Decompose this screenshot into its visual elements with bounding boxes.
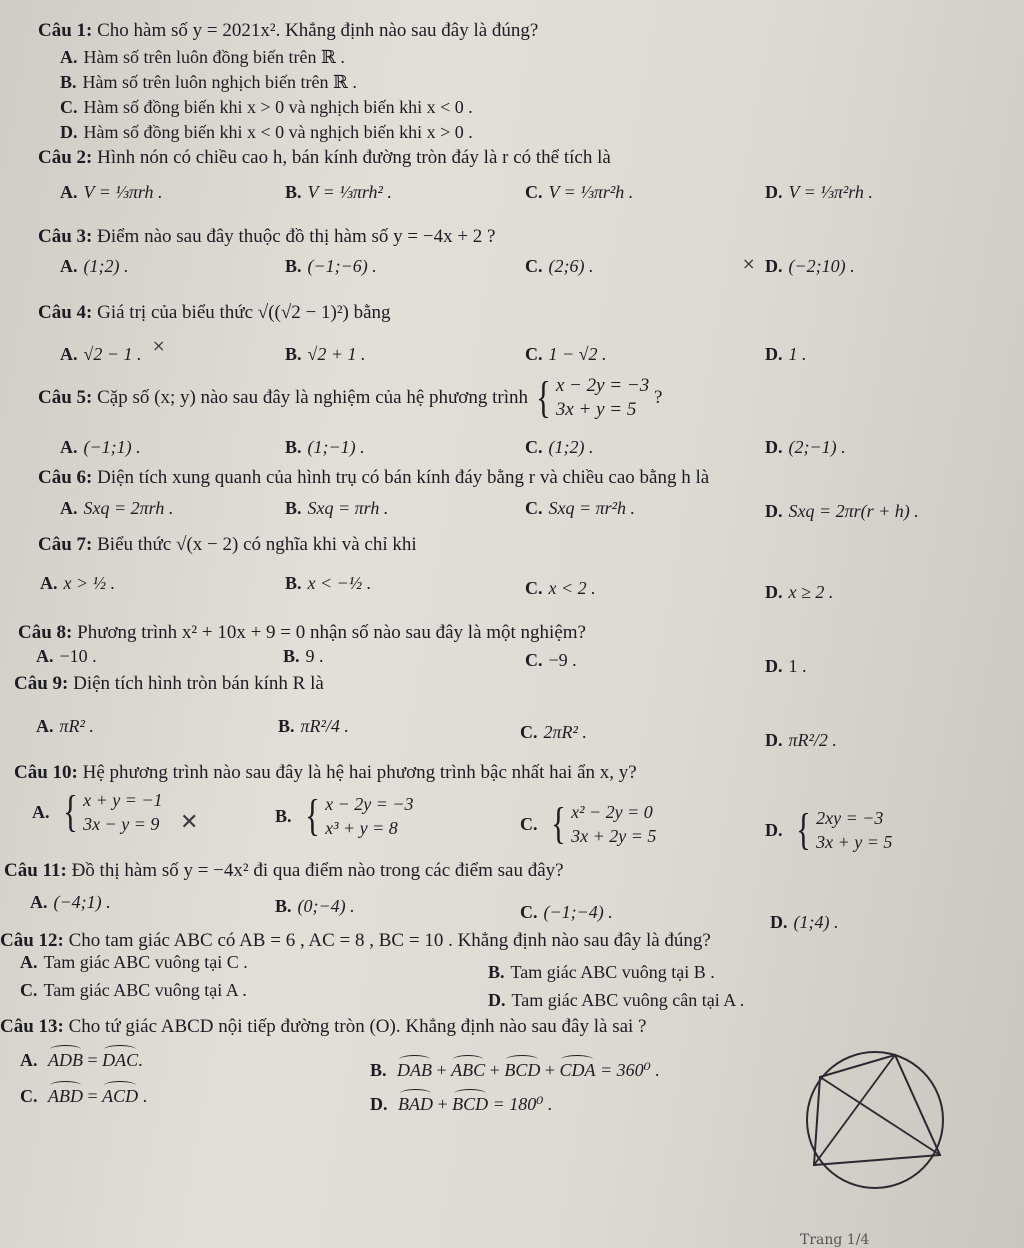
- question-5: Câu 5: Cặp số (x; y) nào sau đây là nghiệm của hệ phương trình { x − 2y = −3 3x + y = 5 ?: [38, 373, 663, 422]
- q6-option-a: A. Sxq = 2πrh .: [60, 498, 174, 518]
- q8-option-c: C. −9 .: [525, 650, 577, 670]
- inscribed-quadrilateral-figure: [800, 1035, 950, 1195]
- q1-text: Cho hàm số y = 2021x². Khẳng định nào sau đây là đúng?: [97, 20, 539, 41]
- question-10: Câu 10: Hệ phương trình nào sau đây là hệ hai phương trình bậc nhất hai ẩn x, y?: [14, 762, 637, 783]
- q5-option-c: C. (1;2) .: [525, 437, 594, 457]
- question-9: Câu 9: Diện tích hình tròn bán kính R là: [14, 673, 324, 694]
- q12-option-c: C. Tam giác ABC vuông tại A .: [20, 980, 247, 1000]
- q9-option-c: C. 2πR² .: [520, 722, 587, 742]
- q3-option-b: B. (−1;−6) .: [285, 256, 377, 276]
- q5-option-b: B. (1;−1) .: [285, 437, 365, 457]
- q11-option-a: A. (−4;1) .: [30, 892, 111, 912]
- q6-option-d: D. Sxq = 2πr(r + h) .: [765, 501, 919, 521]
- q1-option-c: C. Hàm số đồng biến khi x > 0 và nghịch biến khi x < 0 .: [60, 97, 473, 117]
- question-2: Câu 2: Hình nón có chiều cao h, bán kính đường tròn đáy là r có thể tích là: [38, 147, 611, 168]
- q5-system: { x − 2y = −3 3x + y = 5: [535, 373, 650, 422]
- q7-option-d: D. x ≥ 2 .: [765, 582, 834, 602]
- q7-option-b: B. x < −½ .: [285, 573, 372, 593]
- q11-option-b: B. (0;−4) .: [275, 896, 355, 916]
- q9-option-a: A. πR² .: [36, 716, 94, 736]
- q6-option-c: C. Sxq = πr²h .: [525, 498, 636, 518]
- q13-option-a: A. ADB = DAC.: [20, 1050, 143, 1070]
- q12-option-d: D. Tam giác ABC vuông cân tại A .: [488, 990, 745, 1010]
- q1-label: Câu 1:: [38, 20, 93, 41]
- q6-option-b: B. Sxq = πrh .: [285, 498, 389, 518]
- q12-option-b: B. Tam giác ABC vuông tại B .: [488, 962, 715, 982]
- q13-option-d: D. BAD + BCD = 180⁰ .: [370, 1094, 553, 1114]
- q3-option-d: D. (−2;10) .: [765, 256, 855, 276]
- question-3: Câu 3: Điểm nào sau đây thuộc đồ thị hàm số y = −4x + 2 ?: [38, 226, 496, 247]
- question-11: Câu 11: Đồ thị hàm số y = −4x² đi qua điểm nào trong các điểm sau đây?: [4, 860, 564, 881]
- q9-option-d: D. πR²/2 .: [765, 730, 837, 750]
- q4-option-a: A. √2 − 1 .: [60, 344, 142, 364]
- q1-option-d: D. Hàm số đồng biến khi x < 0 và nghịch biến khi x > 0 .: [60, 122, 473, 142]
- pen-mark-3: ✕: [180, 810, 199, 835]
- q10-option-a: A. { x + y = −1 3x − y = 9: [32, 787, 163, 836]
- q13-option-c: C. ABD = ACD .: [20, 1086, 148, 1106]
- q4-option-c: C. 1 − √2 .: [525, 344, 607, 364]
- q5-option-a: A. (−1;1) .: [60, 437, 141, 457]
- q2-option-a: A. V = ⅓πrh .: [60, 182, 163, 202]
- q8-option-d: D. 1 .: [765, 656, 807, 676]
- q10-option-c: C. { x² − 2y = 0 3x + 2y = 5: [520, 799, 657, 848]
- question-6: Câu 6: Diện tích xung quanh của hình trụ có bán kính đáy bằng r và chiều cao bằng h là: [38, 467, 710, 488]
- q3-option-a: A. (1;2) .: [60, 256, 129, 276]
- q7-option-c: C. x < 2 .: [525, 578, 596, 598]
- q10-option-d: D. { 2xy = −3 3x + y = 5: [765, 805, 893, 854]
- q12-option-a: A. Tam giác ABC vuông tại C .: [20, 952, 248, 972]
- pen-mark-2: ×: [742, 254, 756, 273]
- question-7: Câu 7: Biểu thức √(x − 2) có nghĩa khi và chỉ khi: [38, 534, 417, 555]
- q3-option-c: C. (2;6) .: [525, 256, 594, 276]
- q11-option-c: C. (−1;−4) .: [520, 902, 613, 922]
- q13-option-b: B. DAB + ABC + BCD + CDA = 360⁰ .: [370, 1060, 660, 1080]
- q5-option-d: D. (2;−1) .: [765, 437, 846, 457]
- pen-mark-1: ⨯: [152, 336, 166, 355]
- q8-option-a: A. −10 .: [36, 646, 97, 666]
- q7-option-a: A. x > ½ .: [40, 573, 116, 593]
- q1-option-b: B. Hàm số trên luôn nghịch biến trên ℝ .: [60, 72, 357, 92]
- q2-option-d: D. V = ⅓π²rh .: [765, 182, 873, 202]
- q8-option-b: B. 9 .: [283, 646, 324, 666]
- question-1: [38, 20, 538, 42]
- q10-option-b: B. { x − 2y = −3 x³ + y = 8: [275, 791, 414, 840]
- question-4: Câu 4: Giá trị của biểu thức √((√2 − 1)²) bằng: [38, 302, 391, 323]
- page-footer: Trang 1/4: [800, 1232, 870, 1248]
- q11-option-d: D. (1;4) .: [770, 912, 839, 932]
- q2-option-b: B. V = ⅓πrh² .: [285, 182, 392, 202]
- q4-option-b: B. √2 + 1 .: [285, 344, 366, 364]
- q2-option-c: C. V = ⅓πr²h .: [525, 182, 634, 202]
- q1-option-a: A. Hàm số trên luôn đồng biến trên ℝ .: [60, 47, 345, 67]
- q9-option-b: B. πR²/4 .: [278, 716, 349, 736]
- question-12: Câu 12: Cho tam giác ABC có AB = 6 , AC = 8 , BC = 10 . Khẳng định nào sau đây là đúng?: [0, 930, 711, 951]
- question-8: Câu 8: Phương trình x² + 10x + 9 = 0 nhận số nào sau đây là một nghiệm?: [18, 622, 586, 643]
- q4-option-d: D. 1 .: [765, 344, 807, 364]
- question-13: Câu 13: Cho tứ giác ABCD nội tiếp đường tròn (O). Khẳng định nào sau đây là sai ?: [0, 1016, 647, 1037]
